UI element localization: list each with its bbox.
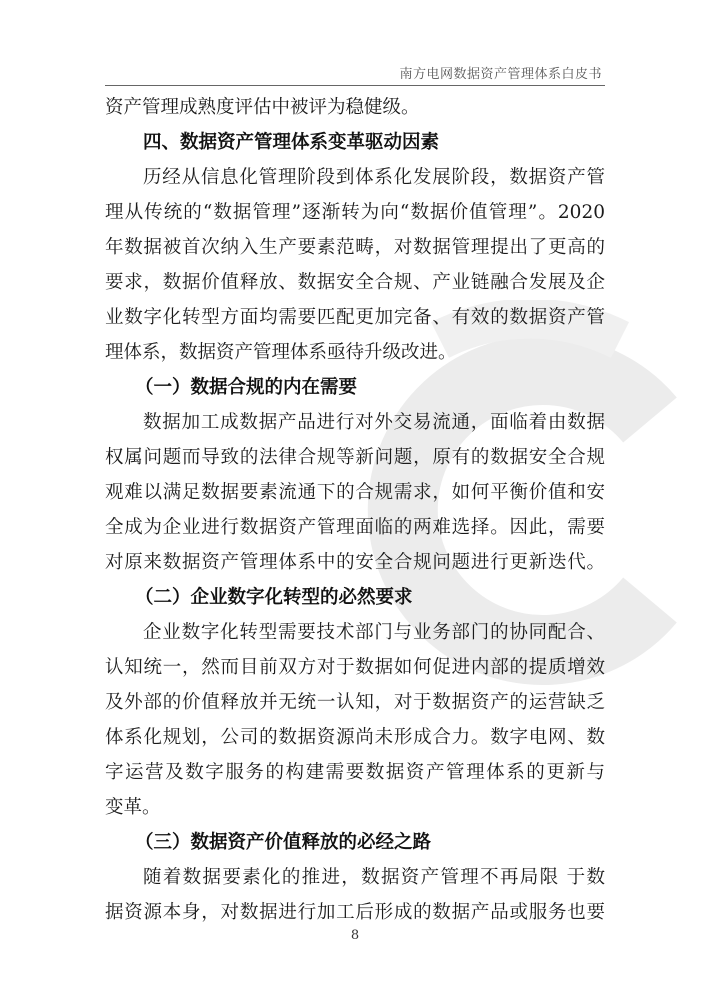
paragraph-line: 对原来数据资产管理体系中的安全合规问题进行更新迭代。 bbox=[105, 552, 605, 573]
paragraph-line: 体系化规划，公司的数据资源尚未形成合力。数字电网、数 bbox=[105, 727, 605, 748]
subsection-heading: （二）企业数字化转型的必然要求 bbox=[135, 587, 413, 608]
paragraph-line: 理从传统的“数据管理”逐渐转为向“数据价值管理”。2020 bbox=[105, 202, 605, 223]
paragraph-line: 据资源本身，对数据进行加工后形成的数据产品或服务也要 bbox=[105, 902, 605, 923]
paragraph-line: 资产管理成熟度评估中被评为稳健级。 bbox=[105, 97, 420, 118]
paragraph-line: 随着数据要素化的推进，数据资产管理不再局限 于数 bbox=[143, 867, 605, 888]
running-header-title: 南方电网数据资产管理体系白皮书 bbox=[399, 67, 602, 82]
paragraph-line: 及外部的价值释放并无统一认知，对于数据资产的运营缺乏 bbox=[105, 692, 605, 713]
header-divider bbox=[105, 85, 605, 86]
paragraph-line: 业数字化转型方面均需要匹配更加完备、有效的数据资产管 bbox=[105, 307, 605, 328]
document-body bbox=[105, 90, 605, 930]
page-number: 8 bbox=[350, 928, 360, 943]
paragraph-line: 历经从信息化管理阶段到体系化发展阶段，数据资产管 bbox=[143, 167, 605, 188]
paragraph-line: 权属问题而导致的法律合规等新问题，原有的数据安全合规 bbox=[105, 447, 605, 468]
paragraph-line: 全成为企业进行数据资产管理面临的两难选择。因此，需要 bbox=[105, 517, 605, 538]
paragraph-line: 观难以满足数据要素流通下的合规需求，如何平衡价值和安 bbox=[105, 482, 605, 503]
subsection-heading: （一）数据合规的内在需要 bbox=[135, 377, 358, 398]
paragraph-line: 数据加工成数据产品进行对外交易流通，面临着由数据 bbox=[143, 412, 605, 433]
subsection-heading: （三）数据资产价值释放的必经之路 bbox=[135, 832, 432, 853]
paragraph-line: 企业数字化转型需要技术部门与业务部门的协同配合、 bbox=[143, 622, 605, 643]
paragraph-line: 字运营及数字服务的构建需要数据资产管理体系的更新与 bbox=[105, 762, 605, 783]
paragraph-line: 要求，数据价值释放、数据安全合规、产业链融合发展及企 bbox=[105, 272, 605, 293]
paragraph-line: 年数据被首次纳入生产要素范畴，对数据管理提出了更高的 bbox=[105, 237, 605, 258]
section-heading: 四、数据资产管理体系变革驱动因素 bbox=[143, 132, 440, 153]
paragraph-line: 认知统一，然而目前双方对于数据如何促进内部的提质增效 bbox=[105, 657, 605, 678]
paragraph-line: 变革。 bbox=[105, 797, 161, 818]
paragraph-line: 理体系，数据资产管理体系亟待升级改进。 bbox=[105, 342, 457, 363]
